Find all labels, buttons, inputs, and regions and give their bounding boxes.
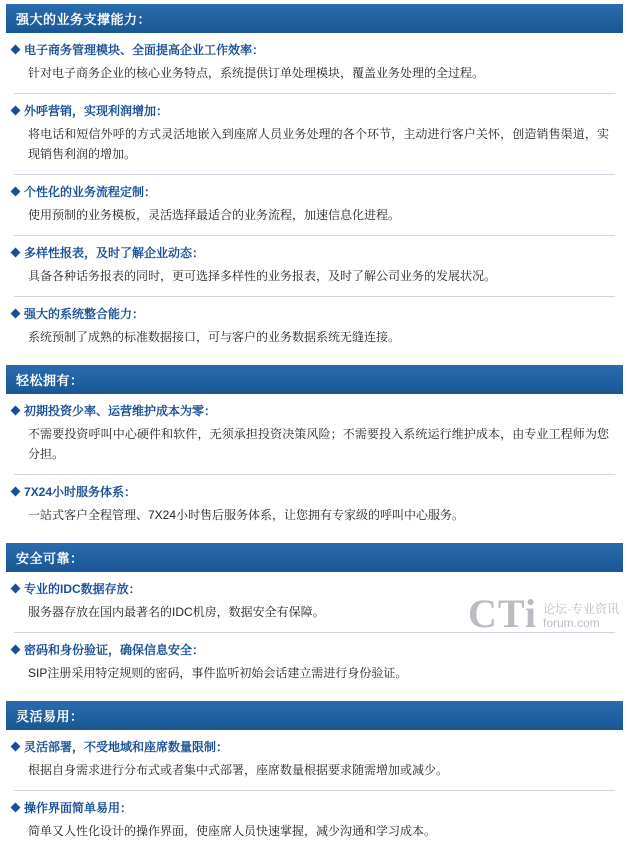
list-item — [10, 303, 619, 355]
divider — [14, 235, 615, 236]
section-header: 强大的业务支撑能力： — [6, 4, 623, 33]
section-header: 安全可靠： — [6, 543, 623, 572]
item-description: SIP注册采用特定规则的密码，事件监听初始会话建立需进行身份验证。 — [28, 666, 408, 680]
divider — [14, 93, 615, 94]
item-title-text: 强大的系统整合能力： — [24, 307, 145, 321]
diamond-bullet-icon — [11, 45, 21, 55]
item-title-text: 操作界面简单易用： — [24, 801, 133, 815]
section-header: 灵活易用： — [6, 701, 623, 730]
item-title-text: 密码和身份验证，确保信息安全： — [24, 643, 205, 657]
diamond-bullet-icon — [11, 187, 21, 197]
item-title — [10, 100, 619, 122]
diamond-bullet-icon — [11, 742, 21, 752]
watermark-line-2: forum.com — [543, 616, 600, 630]
list-item — [10, 181, 619, 233]
list-item — [10, 736, 619, 788]
diamond-bullet-icon — [11, 803, 21, 813]
section-body — [6, 394, 623, 537]
item-title-text: 多样性报表，及时了解企业动态： — [24, 246, 205, 260]
item-description: 使用预制的业务模板，灵活选择最适合的业务流程，加速信息化进程。 — [28, 208, 401, 222]
diamond-bullet-icon — [11, 309, 21, 319]
item-title — [10, 481, 619, 503]
section-easy-ownership — [6, 365, 623, 537]
divider — [14, 174, 615, 175]
item-title — [10, 797, 619, 819]
list-item — [10, 481, 619, 533]
divider — [14, 296, 615, 297]
item-description: 服务器存放在国内最著名的IDC机房，数据安全有保障。 — [28, 605, 325, 619]
diamond-bullet-icon — [11, 248, 21, 258]
diamond-bullet-icon — [11, 487, 21, 497]
item-title-text: 专业的IDC数据存放： — [24, 582, 141, 596]
item-title-text: 灵活部署，不受地域和座席数量限制： — [24, 740, 229, 754]
item-title-text: 外呼营销，实现利润增加： — [24, 104, 169, 118]
section-body — [6, 33, 623, 359]
item-title — [10, 242, 619, 264]
divider — [14, 790, 615, 791]
diamond-bullet-icon — [11, 106, 21, 116]
item-description: 一站式客户全程管理、7X24小时售后服务体系，让您拥有专家级的呼叫中心服务。 — [28, 508, 465, 522]
item-description: 系统预制了成熟的标准数据接口，可与客户的业务数据系统无缝连接。 — [28, 330, 401, 344]
watermark — [468, 591, 619, 636]
item-title — [10, 400, 619, 422]
watermark-line-1: 论坛·专业资讯 — [543, 602, 619, 616]
list-item — [10, 797, 619, 849]
item-description: 不需要投资呼叫中心硬件和软件，无须承担投资决策风险；不需要投入系统运行维护成本，由专业工程师为您分担。 — [28, 427, 609, 461]
item-description: 针对电子商务企业的核心业务特点，系统提供订单处理模块，覆盖业务处理的全过程。 — [28, 66, 485, 80]
diamond-bullet-icon — [11, 584, 21, 594]
item-description: 根据自身需求进行分布式或者集中式部署，座席数量根据要求随需增加或减少。 — [28, 763, 449, 777]
item-title-text: 7X24小时服务体系： — [24, 485, 137, 499]
section-business-support — [6, 4, 623, 359]
section-flexible-usability — [6, 701, 623, 853]
list-item — [10, 639, 619, 691]
list-item — [10, 39, 619, 91]
list-item — [10, 242, 619, 294]
item-title — [10, 181, 619, 203]
list-item — [10, 100, 619, 172]
divider — [14, 474, 615, 475]
section-body — [6, 730, 623, 853]
item-title-text: 个性化的业务流程定制： — [24, 185, 157, 199]
diamond-bullet-icon — [11, 406, 21, 416]
item-title-text: 初期投资少率、运营维护成本为零： — [24, 404, 217, 418]
item-title — [10, 39, 619, 61]
diamond-bullet-icon — [11, 645, 21, 655]
item-description: 简单又人性化设计的操作界面，使座席人员快速掌握，减少沟通和学习成本。 — [28, 824, 437, 838]
item-title — [10, 736, 619, 758]
item-description: 具备各种话务报表的同时，更可选择多样性的业务报表，及时了解公司业务的发展状况。 — [28, 269, 497, 283]
list-item — [10, 400, 619, 472]
item-description: 将电话和短信外呼的方式灵活地嵌入到座席人员业务处理的各个环节，主动进行客户关怀，创造销售渠道，实现销售利润的增加。 — [28, 127, 609, 161]
watermark-logo-text: CTi — [468, 591, 537, 636]
item-title — [10, 303, 619, 325]
section-header: 轻松拥有： — [6, 365, 623, 394]
item-title — [10, 639, 619, 661]
item-title-text: 电子商务管理模块、全面提高企业工作效率： — [24, 43, 265, 57]
